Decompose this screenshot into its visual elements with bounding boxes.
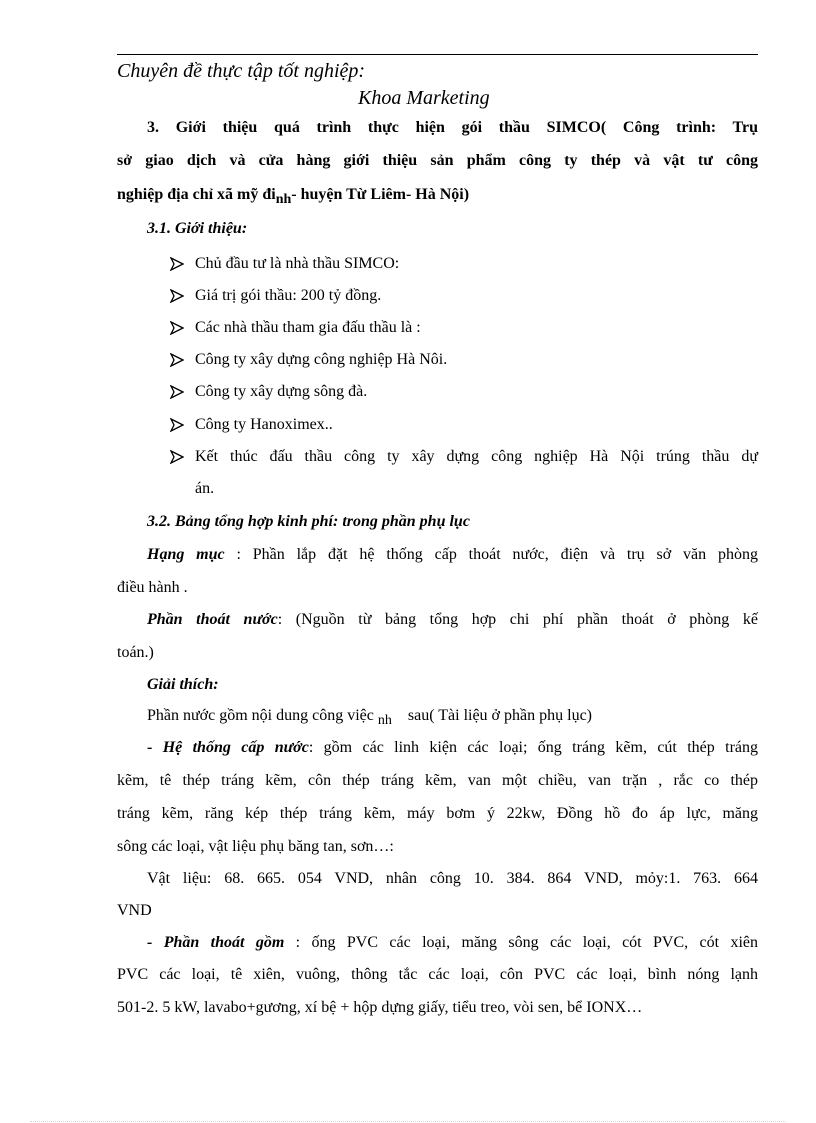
section3-line3-sub: nh [275,192,292,207]
s31-bullet-6: Kết thúc đấu thầu công ty xây dựng công nghiệp Hà Nội trúng thầu dự [195,448,758,465]
giaithich-heading: Giải thích: [147,676,219,693]
thoat2-line2: PVC các loại, tê xiên, vuông, thông tắc các loại, côn PVC các loại, bình nóng lạnh [117,966,758,983]
hangmuc-line1 [147,545,758,565]
s31-bullet-1: Giá trị gói thầu: 200 tỷ đồng. [195,287,382,304]
s31-bullet-2: Các nhà thầu tham gia đấu thầu là : [195,319,421,336]
capnuoc-label: Hệ thống cấp nước [162,739,309,756]
capnuoc-line2: kẽm, tê thép tráng kẽm, côn thép tráng kẽm, van một chiều, van trặn , rắc co thép [117,772,758,789]
vatlieu-line1: Vật liệu: 68. 665. 054 VND, nhân công 10. 384. 864 VND, mỏy:1. 763. 664 [147,870,758,887]
thoat-text1: : (Nguồn từ bảng tổng hợp chi phí phần thoát ở phòng kế [277,611,759,628]
s31-bullet-0: Chủ đầu tư là nhà thầu SIMCO: [195,255,400,272]
capnuoc-line4: sông các loại, vật liệu phụ băng tan, sơn…: [117,838,394,855]
thoat-line2: toán.) [117,644,154,661]
s31-bullet-5: Công ty Hanoximex.. [195,416,333,433]
thoat2-text1: : ống PVC các loại, măng sông các loại, cót PVC, cót xiên [284,934,759,951]
section3-line1: 3. Giới thiệu quá trình thực hiện gói thầu SIMCO( Công trình: Trụ [147,119,758,136]
section3-line3 [117,185,469,206]
capnuoc-line3: tráng kẽm, răng kép thép tráng kẽm, máy bơm ý 22kw, Đồng hồ đo áp lực, măng [117,805,758,822]
arrow-bullet-icon [170,353,184,367]
section3-line2: sở giao dịch và cửa hàng giới thiệu sản phẩm công ty thép và vật tư công [117,152,758,169]
s31-title: 3.1. Giới thiệu: [147,220,248,237]
thoat2-line1 [147,933,758,953]
nuoc-sub: nh [377,713,392,728]
hangmuc-label: Hạng mục [147,546,225,563]
capnuoc-line1 [147,738,758,758]
arrow-bullet-icon [170,385,184,399]
nuoc-b: sau( Tài liệu ở phần phụ lục) [391,707,592,724]
s31-bullet-6-cont: án. [195,480,215,497]
nuoc-line [147,706,592,727]
header-rule [117,54,758,55]
thoat2-line3: 501-2. 5 kW, lavabo+gương, xí bệ + hộp dựng giấy, tiểu treo, vòi sen, bể IONX… [117,999,643,1016]
arrow-bullet-icon [170,289,184,303]
arrow-bullet-icon [170,450,184,464]
s31-bullet-3: Công ty xây dựng công nghiệp Hà Nôi. [195,351,448,368]
s32-title: 3.2. Bảng tổng hợp kinh phí: trong phần phụ lục [147,513,470,530]
vatlieu-line2: VND [117,902,152,919]
s31-bullet-4: Công ty xây dựng sông đà. [195,383,368,400]
thoat2-label: - Phần thoát gồm [147,934,285,951]
arrow-bullet-icon [170,321,184,335]
arrow-bullet-icon [170,418,184,432]
hangmuc-text1: : Phần lắp đặt hệ thống cấp thoát nước, điện và trụ sở văn phòng [224,546,758,563]
arrow-bullet-icon [170,257,184,271]
nuoc-a: Phần nước gồm nội dung công việc [147,707,378,724]
page-bottom-border [30,1121,786,1122]
capnuoc-prefix: - [147,739,163,756]
thoat-line1 [147,610,758,630]
section3-line3a: nghiệp địa chỉ xã mỹ đi [117,186,276,203]
header-left: Chuyên đề thực tập tốt nghiệp: [117,60,366,82]
header-right: Khoa Marketing [358,87,490,109]
thoat-label: Phần thoát nước [147,611,278,628]
section3-line3b: - huyện Từ Liêm- Hà Nội) [291,186,470,203]
capnuoc-text1: : gồm các linh kiện các loại; ống tráng kẽm, cút thép tráng [308,739,759,756]
hangmuc-line2: điều hành . [117,579,188,596]
